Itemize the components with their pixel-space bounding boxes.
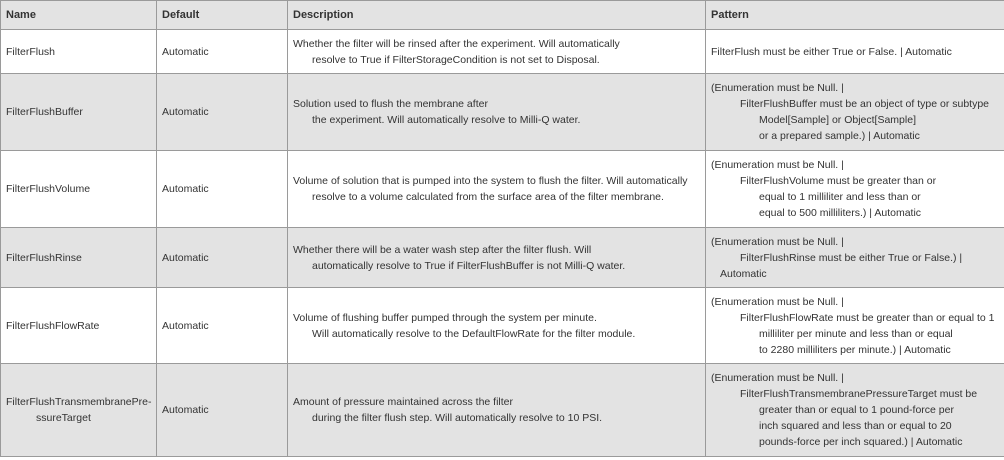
pattern-line: FilterFlushFlowRate must be greater than or equal to 1 <box>740 311 995 324</box>
description-cell <box>288 364 706 457</box>
description-line: the experiment. Will automatically resolve to Milli-Q water. <box>312 114 581 126</box>
option-name: FilterFlushFlowRate <box>6 319 100 332</box>
pattern-line: inch squared and less than or equal to 20 <box>759 420 952 432</box>
description-cell <box>288 288 706 364</box>
description-cell <box>288 228 706 288</box>
pattern-line: FilterFlush must be either True or False. | Automatic <box>711 45 952 58</box>
default-cell <box>157 30 288 74</box>
pattern-line: milliliter per minute and less than or equal <box>759 327 953 340</box>
pattern-line: FilterFlushTransmembranePressureTarget must be <box>740 388 978 400</box>
pattern-line: Model[Sample] or Object[Sample] <box>759 114 916 126</box>
default-value: Automatic <box>162 183 209 195</box>
description-line: Whether there will be a water wash step after the filter flush. Will <box>293 243 592 256</box>
pattern-line: Automatic <box>720 267 767 280</box>
option-name: FilterFlush <box>6 45 56 58</box>
pattern-line: (Enumeration must be Null. | <box>711 372 844 384</box>
table-row <box>1 228 1004 288</box>
table-row <box>1 151 1004 228</box>
pattern-line: (Enumeration must be Null. | <box>711 82 844 94</box>
pattern-line: pounds-force per inch squared.) | Automatic <box>759 436 963 448</box>
description-line: Solution used to flush the membrane after <box>293 98 488 110</box>
table-row <box>1 30 1004 74</box>
description-line: resolve to a volume calculated from the surface area of the filter membrane. <box>312 191 664 203</box>
description-line: Amount of pressure maintained across the filter <box>293 396 514 408</box>
default-value: Automatic <box>162 45 209 58</box>
default-cell <box>157 288 288 364</box>
default-value: Automatic <box>162 404 209 416</box>
pattern-cell <box>706 151 1004 228</box>
description-line: resolve to True if FilterStorageCondition is not set to Disposal. <box>312 53 600 66</box>
option-name: FilterFlushTransmembranePre- <box>6 396 152 408</box>
pattern-line: FilterFlushBuffer must be an object of type or subtype <box>740 98 990 110</box>
option-name-cell <box>1 228 157 288</box>
description-line: automatically resolve to True if FilterFlushBuffer is not Milli-Q water. <box>312 259 626 272</box>
description-line: Volume of solution that is pumped into the system to flush the filter. Will automatically <box>293 175 688 187</box>
pattern-line: to 2280 milliliters per minute.) | Automatic <box>759 343 951 356</box>
option-name: FilterFlushVolume <box>6 183 91 195</box>
pattern-line: FilterFlushVolume must be greater than or <box>740 175 937 187</box>
pattern-line: equal to 1 milliliter and less than or <box>759 191 921 203</box>
pattern-cell <box>706 30 1004 74</box>
pattern-cell <box>706 288 1004 364</box>
header-description: Description <box>288 1 706 30</box>
description-line: Volume of flushing buffer pumped through the system per minute. <box>293 311 597 324</box>
default-cell <box>157 151 288 228</box>
pattern-line: (Enumeration must be Null. | <box>711 295 844 308</box>
description-line: during the filter flush step. Will automatically resolve to 10 PSI. <box>312 412 603 424</box>
pattern-line: equal to 500 milliliters.) | Automatic <box>759 207 922 219</box>
default-value: Automatic <box>162 251 209 264</box>
description-line: Whether the filter will be rinsed after the experiment. Will automatically <box>293 37 620 50</box>
default-cell <box>157 74 288 151</box>
option-name-cell <box>1 288 157 364</box>
table-row <box>1 74 1004 151</box>
pattern-line: (Enumeration must be Null. | <box>711 159 844 171</box>
option-name-cell <box>1 30 157 74</box>
option-name-cell <box>1 364 157 457</box>
pattern-cell <box>706 228 1004 288</box>
option-name-cell <box>1 74 157 151</box>
option-name: FilterFlushBuffer <box>6 106 83 118</box>
header-pattern: Pattern <box>706 1 1004 30</box>
pattern-cell <box>706 74 1004 151</box>
header-default: Default <box>157 1 288 30</box>
default-value: Automatic <box>162 319 209 332</box>
description-cell <box>288 151 706 228</box>
description-cell <box>288 30 706 74</box>
table-row <box>1 288 1004 364</box>
default-cell <box>157 364 288 457</box>
default-value: Automatic <box>162 106 209 118</box>
description-line: Will automatically resolve to the DefaultFlowRate for the filter module. <box>312 327 636 340</box>
table-row <box>1 364 1004 457</box>
pattern-line: or a prepared sample.) | Automatic <box>759 130 920 142</box>
option-name-cell <box>1 151 157 228</box>
pattern-line: (Enumeration must be Null. | <box>711 235 844 248</box>
option-name: FilterFlushRinse <box>6 251 82 264</box>
header-row <box>1 1 1004 30</box>
header-name: Name <box>1 1 157 30</box>
option-name-continuation: ssureTarget <box>36 412 91 424</box>
pattern-line: greater than or equal to 1 pound-force per <box>759 404 954 416</box>
pattern-line: FilterFlushRinse must be either True or False.) | <box>740 251 963 264</box>
pattern-cell <box>706 364 1004 457</box>
default-cell <box>157 228 288 288</box>
description-cell <box>288 74 706 151</box>
